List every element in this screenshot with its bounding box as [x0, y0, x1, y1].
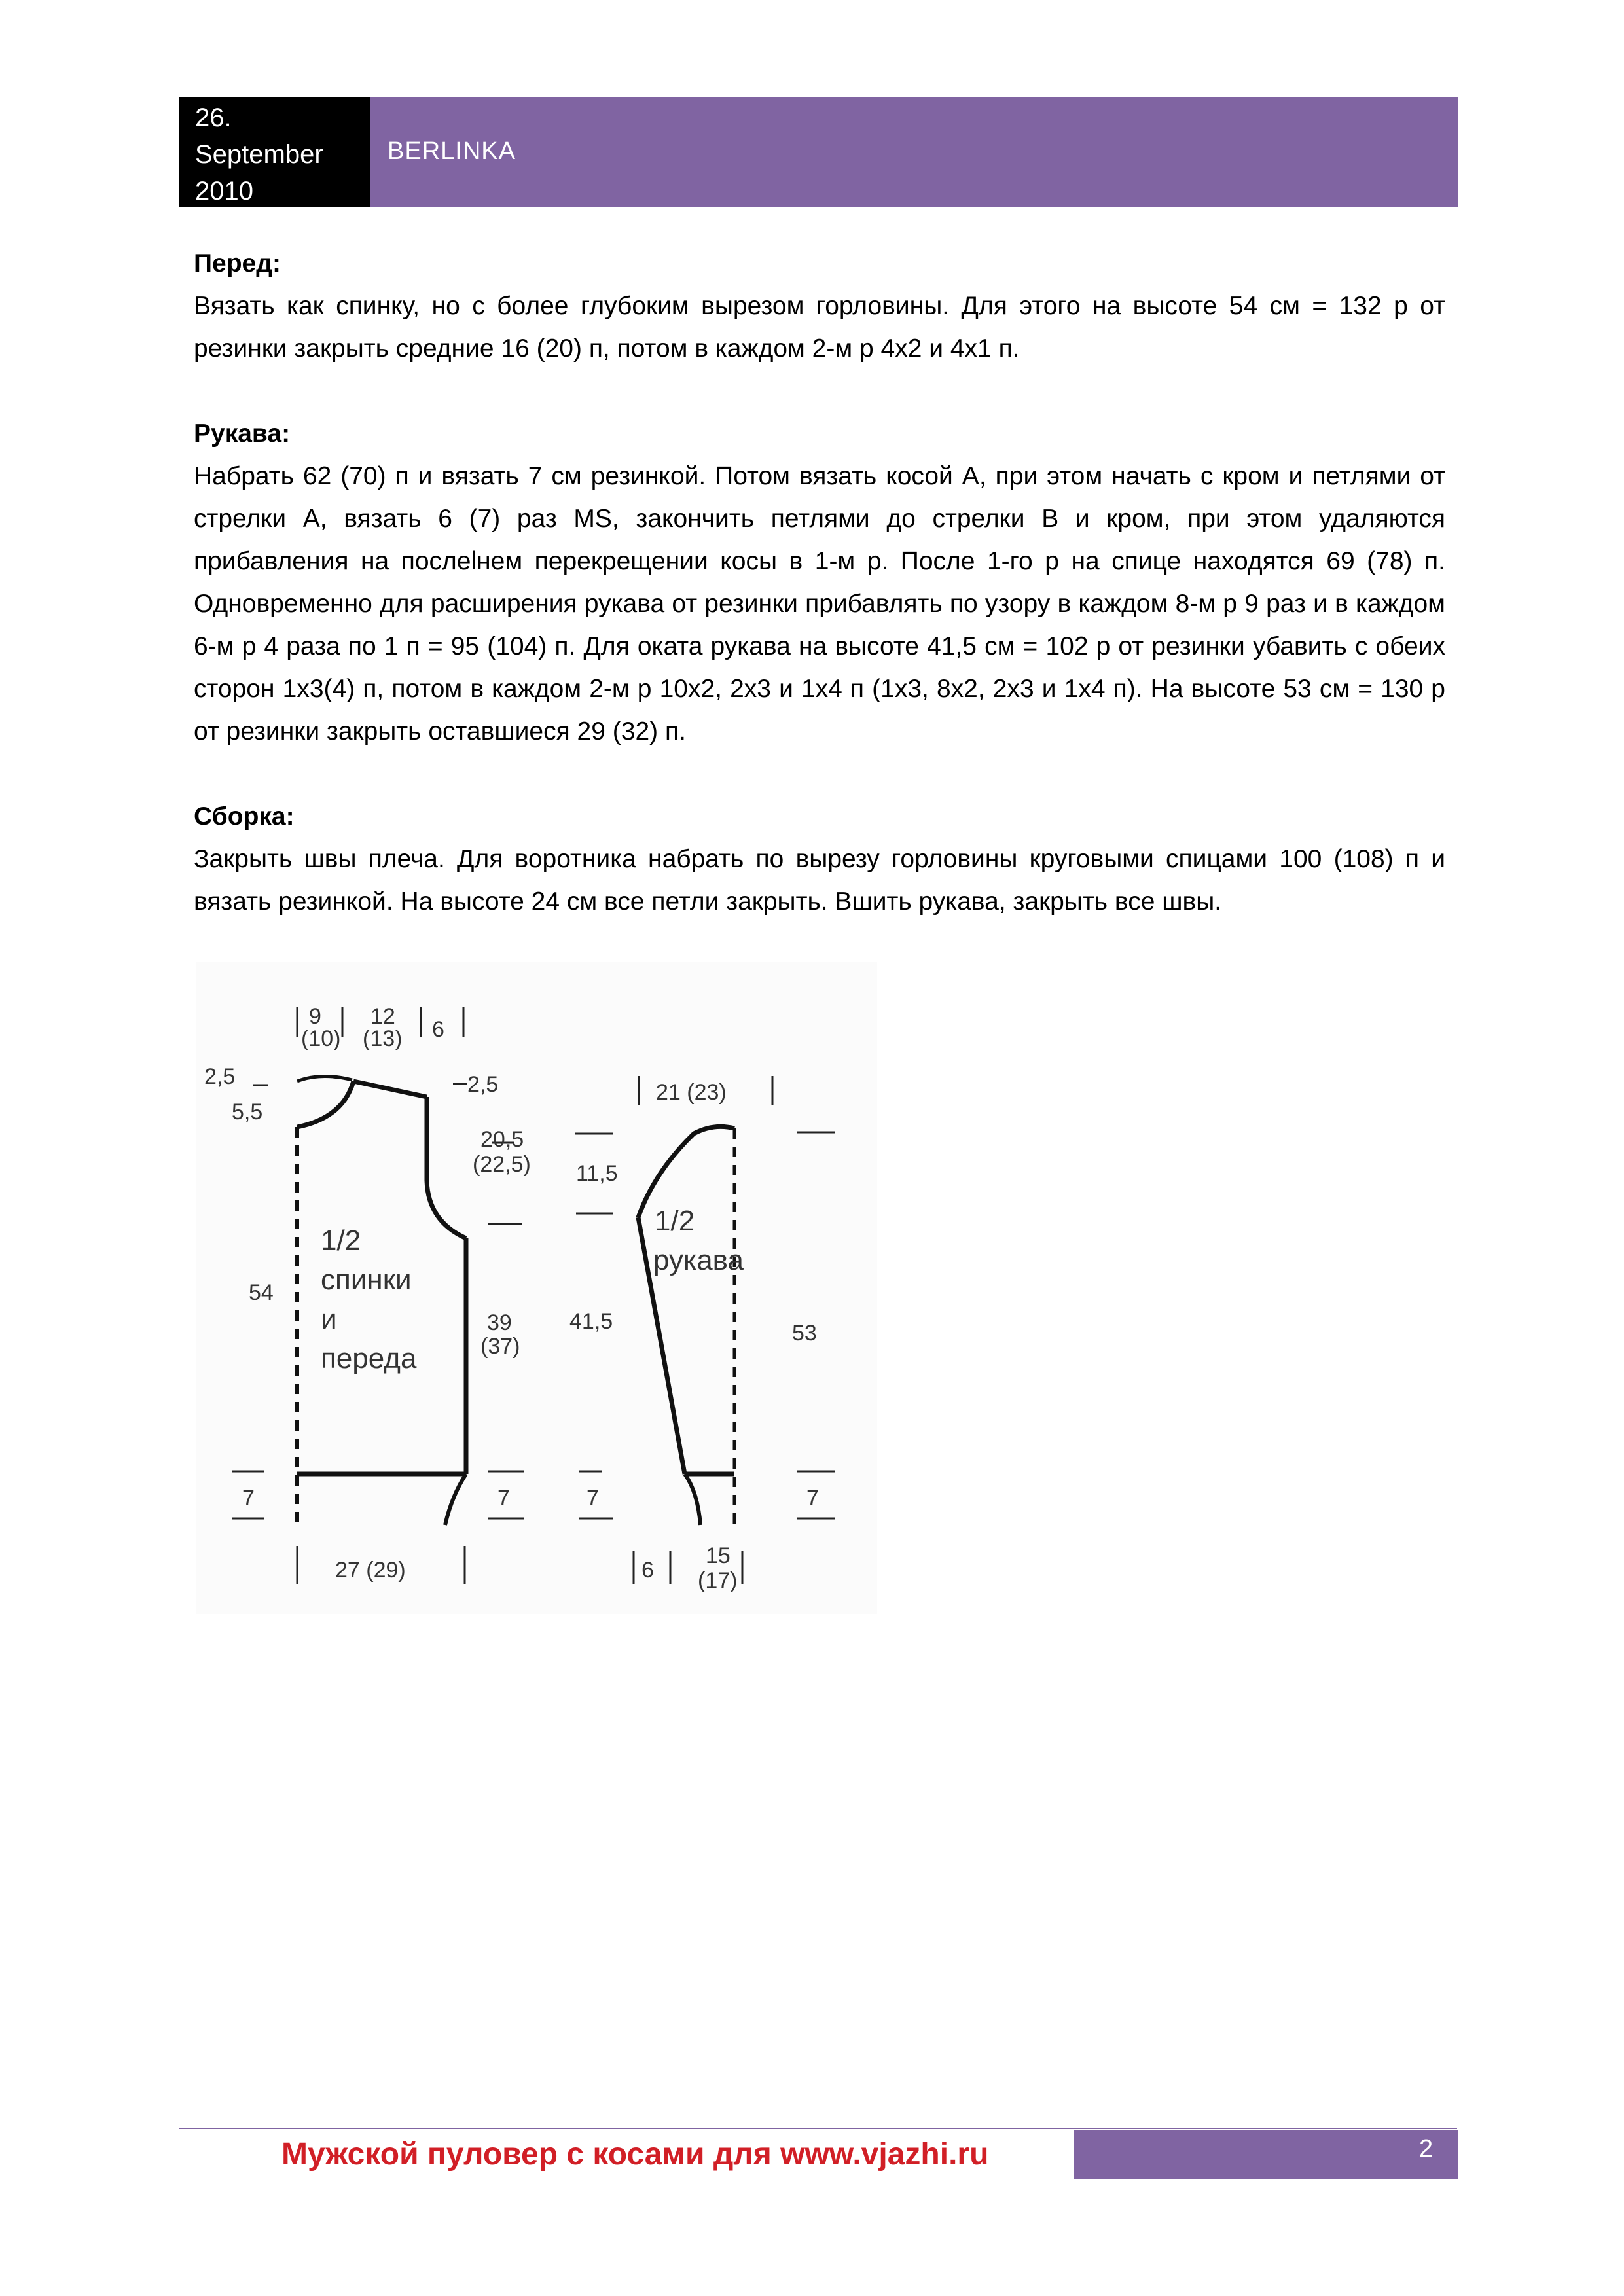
body-label-4: переда [321, 1342, 417, 1374]
dim-body-w: 27 (29) [335, 1558, 406, 1583]
header-bar [370, 97, 1458, 207]
footer-rule [179, 2128, 1457, 2129]
footer-title: Мужской пуловер с косами для www.vjazhi.ru [281, 2137, 989, 2172]
sleeve-label-1: 1/2 [655, 1205, 695, 1237]
dim-shoulder-drop: 2,5 [467, 1072, 499, 1097]
dim-sleeve-total: 53 [792, 1321, 817, 1346]
dim-cap-w: 21 (23) [656, 1080, 727, 1105]
dim-neck-drop: 5,5 [232, 1100, 263, 1124]
sleeve-label-2: рукава [653, 1244, 744, 1276]
body-armhole [427, 1097, 466, 1238]
body-shoulder-line [353, 1081, 427, 1097]
section-heading-sleeves: Рукава: [194, 420, 291, 448]
body-piece [297, 1076, 466, 1528]
body-neck-top [297, 1076, 352, 1081]
dim-armhole-inset: 6 [432, 1017, 444, 1042]
date-month: September [195, 140, 323, 169]
piece-labels [321, 1205, 744, 1374]
dim-neck-drop-top: 2,5 [204, 1064, 236, 1089]
dim-neck-w: 9 [309, 1004, 321, 1029]
dim-rib-body-left: 7 [242, 1486, 255, 1511]
section-text-sleeves: Набрать 62 (70) п и вязать 7 см резинкой. Потом вязать косой А, при этом начать с кром и петлями от стрелки А, вязать 6 (7) раз MS, закончить петлями до стрелки В и кром, при этом удаляются прибавления на послеlнем перекрещении косы в 1-м р. После 1-го р на спице находятся 69 (78) п. Одновременно для расширения рукава от резинки прибавлять по узору в каждом 8-м р 9 раз и в каждом 6-м р 4 раза по 1 п = 95 (104) п. Для оката рукава на высоте 41,5 см = 102 р от резинки убавить с обеих сторон 1х3(4) п, потом в каждом 2-м р 10х2, 2х3 и 1х4 п (1х3, 8х2, 2х3 и 1х4 п). На высоте 53 см = 130 р от резинки закрыть оставшиеся 29 (32) п. [194, 462, 1445, 745]
body-neckline [297, 1081, 353, 1127]
dim-shoulder-w-alt: (13) [363, 1026, 403, 1051]
section-text-assembly: Закрыть швы плеча. Для воротника набрать по вырезу горловины круговыми спицами 100 (108) п и вязать резинкой. На высоте 24 см все петли закрыть. Вшить рукава, закрыть все швы. [194, 845, 1445, 916]
body-label-2: спинки [321, 1264, 412, 1296]
dim-cuff-w-alt: (17) [698, 1568, 738, 1593]
dim-rib-sleeve-right: 7 [806, 1486, 819, 1511]
body-label-1: 1/2 [321, 1225, 361, 1257]
header-date [179, 97, 370, 207]
sleeve-cuff-edge [685, 1474, 700, 1525]
dim-body-h: 54 [249, 1280, 274, 1305]
schematic-svg [196, 962, 877, 1614]
page-number: 2 [1419, 2135, 1434, 2162]
date-year: 2010 [195, 177, 253, 206]
body-label-3: и [321, 1303, 337, 1335]
section-heading-front: Перед: [194, 249, 281, 278]
dim-rib-body-right: 7 [497, 1486, 510, 1511]
section-heading-assembly: Сборка: [194, 802, 295, 831]
dim-armhole-h: 20,5 [480, 1127, 524, 1152]
dim-shoulder-w: 12 [370, 1004, 395, 1029]
dim-side-h-alt: (37) [480, 1334, 520, 1359]
dim-side-h: 39 [487, 1310, 512, 1335]
dim-cuff-w: 15 [706, 1543, 731, 1568]
dim-sleeve-h: 41,5 [569, 1309, 613, 1334]
sleeve-piece [638, 1126, 734, 1528]
pattern-schematic [196, 962, 877, 1614]
document-body [194, 242, 1445, 965]
dim-neck-w-alt: (10) [301, 1026, 341, 1051]
dim-cap-h: 11,5 [576, 1161, 618, 1186]
dim-cuff-inset: 6 [641, 1558, 654, 1583]
section-text-front: Вязать как спинку, но с более глубоким вырезом горловины. Для этого на высоте 54 см = 132 р от резинки закрыть средние 16 (20) п, потом в каждом 2-м р 4х2 и 4х1 п. [194, 292, 1445, 363]
date-day: 26. [195, 103, 232, 132]
dim-rib-sleeve-left: 7 [586, 1486, 599, 1511]
document-title: BERLINKA [388, 137, 516, 165]
sleeve-cap-curve [638, 1126, 734, 1217]
dim-armhole-h-alt: (22,5) [473, 1152, 531, 1177]
body-rib-edge [445, 1474, 466, 1525]
footer-bar [1074, 2130, 1458, 2179]
